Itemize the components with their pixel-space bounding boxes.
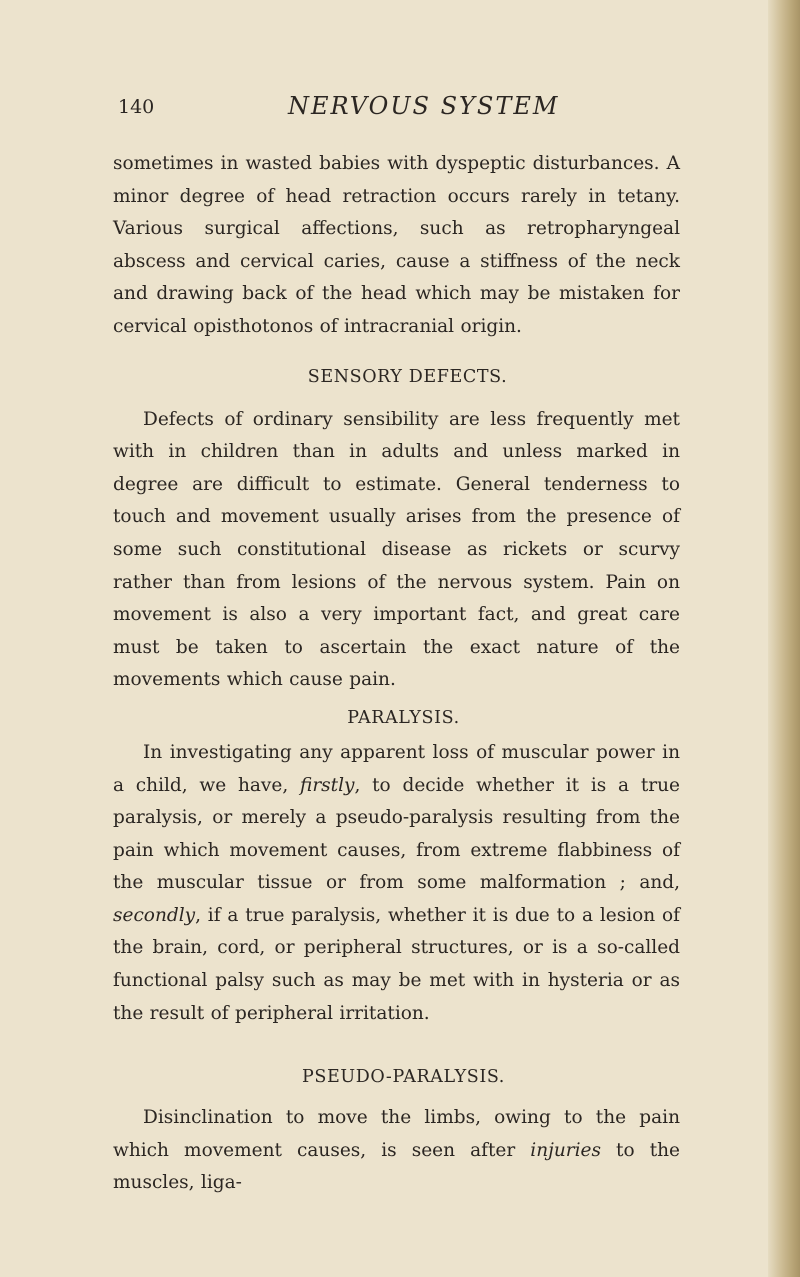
heading-paralysis: PARALYSIS. — [347, 707, 460, 728]
paragraph-pseudo-paralysis — [113, 1102, 680, 1200]
page-edge-shadow — [768, 0, 800, 1277]
pseudo-text-2: to the muscles, liga- — [113, 1139, 680, 1194]
page-header — [118, 92, 678, 126]
paralysis-text-1: In investigating any apparent loss of muscular power in a child, we have, — [113, 741, 680, 796]
page-number: 140 — [118, 96, 155, 118]
heading-pseudo-paralysis: PSEUDO-PARALYSIS. — [302, 1067, 505, 1088]
paralysis-text-3: , if a true paralysis, whether it is due to a lesion of the brain, cord, or peripheral structures, or is a so-called functional palsy such as may be met with in hysteria or as the result of peripheral irritation. — [113, 904, 680, 1024]
running-head: NERVOUS SYSTEM — [288, 92, 560, 120]
emphasis-injuries: injuries — [530, 1139, 601, 1161]
paragraph-continued: sometimes in wasted babies with dyspeptic disturbances. A minor degree of head retraction occurs rarely in tetany. Various surgical affections, such as retropharyngeal abscess and cervical caries, cause a stiffness of the neck and drawing back of the head which may be mistaken for cervical opisthotonos of intracranial origin. — [113, 153, 680, 337]
pseudo-text-1: Disinclination to move the limbs, owing to the pain which movement causes, is seen after — [113, 1107, 680, 1161]
emphasis-firstly: firstly — [299, 774, 355, 796]
paralysis-text-2: , to decide whether it is a true paralysis, or merely a pseudo-paralysis resulting from the pain which movement causes, from extreme flabbiness of the muscular tissue or from some malformation ; and, — [113, 774, 680, 894]
paragraph-paralysis — [113, 737, 680, 1030]
emphasis-secondly: secondly — [113, 904, 196, 926]
heading-sensory-defects: SENSORY DEFECTS. — [307, 366, 508, 387]
page-body — [113, 148, 680, 1200]
paragraph-sensory-defects: Defects of ordinary sensibility are less frequently met with in children than in adults and unless marked in degree are difficult to estimate. General tenderness to touch and movement usually arises from the presence of some such constitutional disease as rickets or scurvy rather than from lesions of the nervous system. Pain on movement is also a very important fact, and great care must be taken to ascertain the exact nature of the movements which cause pain. — [113, 408, 680, 691]
